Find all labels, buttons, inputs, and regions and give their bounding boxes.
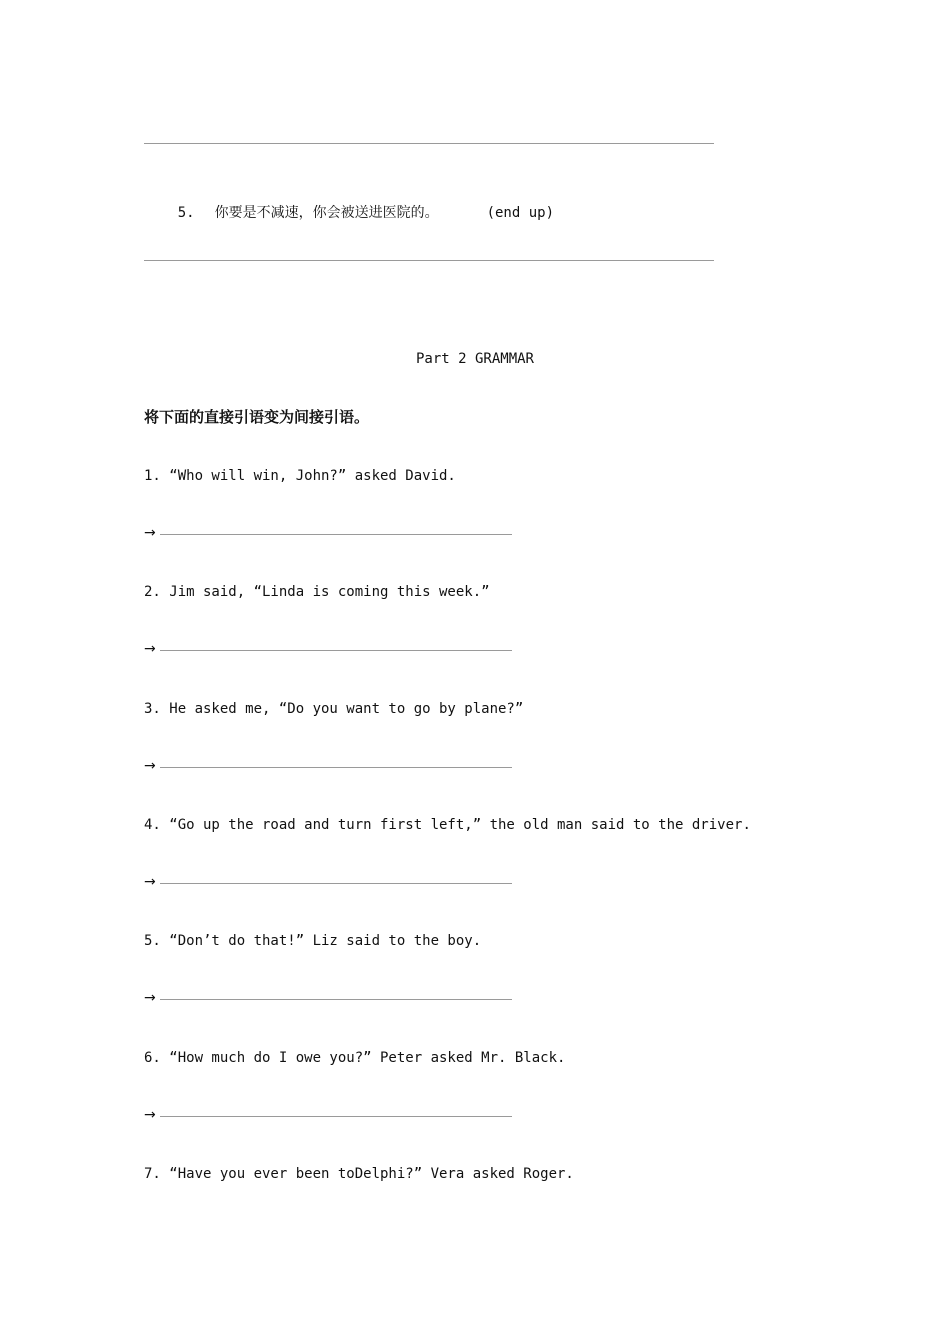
answer-blank[interactable] [160,999,512,1000]
grammar-item-5: 5. “Don’t do that!” Liz said to the boy. [144,933,482,949]
section-title: Part 2 GRAMMAR [415,351,534,367]
grammar-item-6: 6. “How much do I owe you?” Peter asked Mr. Black. [144,1050,566,1066]
answer-row-1 [144,523,514,543]
grammar-item-1: 1. “Who will win, John?” asked David. [144,468,456,484]
section-instruction: 将下面的直接引语变为间接引语。 [144,408,370,426]
item-number: 5. [177,205,195,221]
arrow-icon: → [144,641,156,657]
answer-blank[interactable] [160,650,512,651]
answer-row-5 [144,988,514,1008]
arrow-icon: → [144,525,156,541]
grammar-item-7: 7. “Have you ever been toDelphi?” Vera asked Roger. [144,1166,574,1182]
grammar-item-4: 4. “Go up the road and turn first left,” the old man said to the driver. [144,817,751,833]
answer-blank[interactable] [160,767,512,768]
grammar-item-3: 3. He asked me, “Do you want to go by plane?” [144,701,524,717]
answer-blank[interactable] [160,1116,512,1117]
answer-blank[interactable] [160,534,512,535]
grammar-item-2: 2. Jim said, “Linda is coming this week.” [144,584,490,600]
translation-item-5 [144,186,554,240]
answer-blank[interactable] [160,883,512,884]
arrow-icon: → [144,1107,156,1123]
answer-line-part1-item5 [144,260,714,261]
arrow-icon: → [144,874,156,890]
item-chinese-sentence: 你要是不减速，你会被送进医院的。 [214,205,439,221]
answer-row-4 [144,872,514,892]
answer-row-2 [144,639,514,659]
answer-row-3 [144,756,514,776]
arrow-icon: → [144,758,156,774]
answer-row-6 [144,1105,514,1125]
answer-line-part1-item4 [144,143,714,144]
item-hint: (end up) [486,205,555,221]
arrow-icon: → [144,990,156,1006]
